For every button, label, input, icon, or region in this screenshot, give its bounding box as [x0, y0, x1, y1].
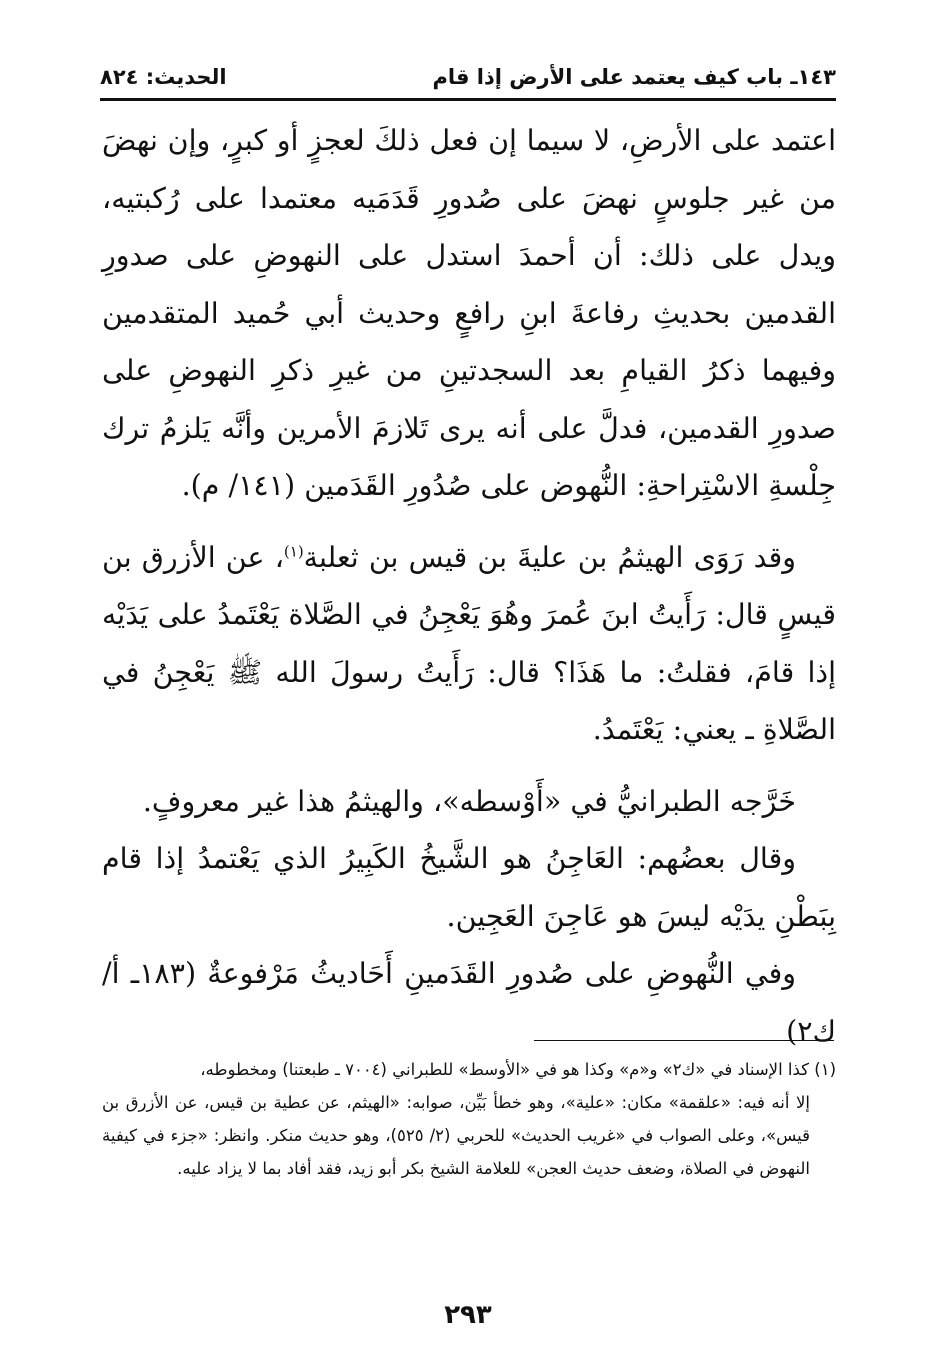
paragraph-text: وقد رَوَى الهيثمُ بن عليةَ بن قيس بن ثعلبة	[303, 540, 796, 574]
footnote-continuation: إلا أنه فيه: «علقمة» مكان: «علية»، وهو خطأ بَيِّن، صوابه: «الهيثم، عن عطية بن قيس، عن الأزرق بن قيس»، وعلى الصواب في «غريب الحديث» للحربي (٢/ ٥٢٥)، وهو حديث منكر. وانظر: «جزء في كيفية النهوض في الصلاة، وضعف حديث العجن» للعلامة الشيخ بكر أبو زيد، فقد أفاد بما لا يزاد عليه.	[102, 1093, 811, 1178]
paragraph: وقال بعضُهم: العَاجِنُ هو الشَّيخُ الكَبِيرُ الذي يَعْتمدُ إذا قام بِبَطْنِ يدَيْه ليسَ هو عَاجِنَ العَجِين.	[102, 842, 836, 933]
footnote-reference[interactable]: (١)	[283, 542, 304, 560]
paragraph: وفي النُّهوضِ على صُدورِ القَدَمينِ أَحَاديثُ مَرْفوعةٌ (١٨٣ـ أ/ ك٢)	[102, 957, 836, 1048]
running-header	[100, 56, 836, 98]
footnote-divider	[534, 1040, 834, 1041]
main-text	[102, 112, 836, 1060]
footnotes	[102, 1053, 836, 1185]
header-divider	[100, 98, 836, 101]
chapter-title: ١٤٣ـ باب كيف يعتمد على الأرض إذا قام	[432, 65, 836, 89]
paragraph	[102, 529, 836, 759]
hadith-reference: الحديث: ٨٢٤	[100, 65, 227, 89]
paragraph: اعتمد على الأرضِ، لا سيما إن فعل ذلكَ لعجزٍ أو كبرٍ، وإن نهضَ من غير جلوسٍ نهضَ على صُدورِ قَدَمَيه معتمدا على رُكبتيه، ويدل على ذلك: أن أحمدَ استدل على النهوضِ على صدورِ القدمين بحديثِ رفاعةَ ابنِ رافعٍ وحديث أبي حُميد المتقدمين وفيهما ذكرُ القيامِ بعد السجدتينِ من غيرِ ذكرِ النهوضِ على صدورِ القدمين، فدلَّ على أنه يرى تَلازمَ الأمرين وأنَّه يَلزمُ ترك جِلْسةِ الاسْتِراحةِ: النُّهوض على صُدُورِ القَدَمين (١٤١/ م).	[102, 124, 836, 502]
paragraph-text: ، عن الأزرق بن قيسٍ قال: رَأَيتُ ابنَ عُمرَ وهُوَ يَعْجِنُ في الصَّلاة يَعْتَمدُ على يَدَيْه إذا قامَ، فقلتُ: ما هَذَا؟ قال: رَأَيتُ رسولَ الله ﷺ يَعْجِنُ في الصَّلاةِ ـ يعني: يَعْتَمدُ.	[102, 540, 836, 746]
paragraph: خَرَّجه الطبرانيُّ في «أَوْسطه»، والهيثمُ هذا غير معروفٍ.	[142, 784, 796, 818]
page-number: ٢٩٣	[444, 1300, 492, 1330]
footnote-line: (١) كذا الإسناد في «ك٢» و«م» وكذا هو في «الأوسط» للطبراني (٧٠٠٤ ـ طبعتنا) ومخطوطه،	[200, 1060, 836, 1079]
